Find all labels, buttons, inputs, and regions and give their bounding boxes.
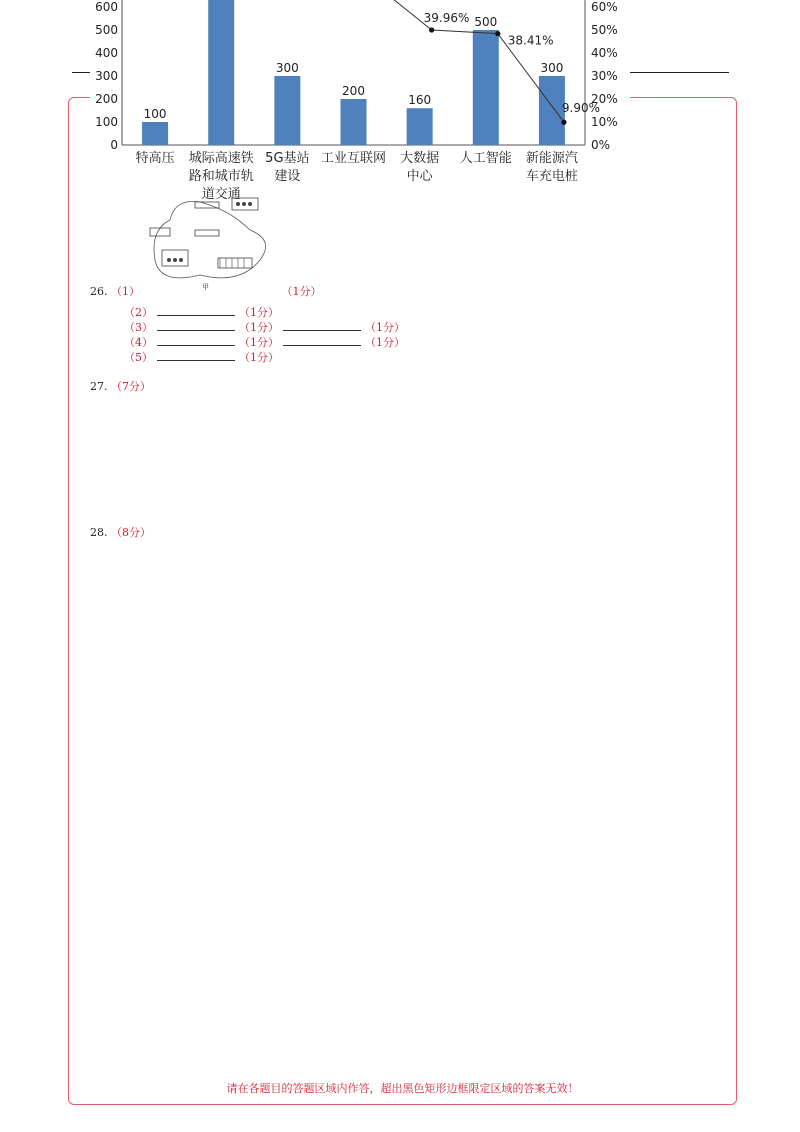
- row-score: （1分）: [239, 336, 279, 349]
- bar-line-chart: [90, 0, 630, 202]
- x-category-label: 城际高速铁: [188, 151, 254, 166]
- answer-blank[interactable]: [283, 335, 361, 346]
- bar: [274, 76, 300, 145]
- row-score: （1分）: [239, 306, 279, 319]
- y-tick-label: 100: [95, 115, 118, 129]
- y2-tick-label: 50%: [591, 23, 618, 37]
- x-category-label: 特高压: [135, 151, 175, 166]
- bar-value-label: 200: [342, 84, 365, 98]
- bar-value-label: 160: [408, 93, 432, 108]
- top-rule-left: [72, 72, 92, 73]
- row-score: （1分）: [239, 351, 279, 364]
- line-point-label: 39.96%: [423, 11, 470, 25]
- line-point-label: 38.41%: [507, 33, 554, 48]
- row-label: （3）: [124, 321, 153, 334]
- question-26-number: 26.: [90, 285, 108, 298]
- x-category-label: 中心: [406, 169, 433, 184]
- question-26: [90, 283, 322, 299]
- answer-blank[interactable]: [157, 350, 235, 361]
- y2-tick-label: 30%: [591, 69, 618, 83]
- x-category-label: 车充电桩: [525, 169, 578, 184]
- question-26-row-4: [124, 334, 405, 350]
- question-26-part1-score: （1分）: [281, 285, 322, 298]
- question-26-row-2: [124, 304, 279, 320]
- line-point: [561, 120, 566, 125]
- footer-instruction: 请在各题目的答题区域内作答，超出黑色矩形边框限定区域的答案无效！: [226, 1082, 579, 1095]
- y2-tick-label: 10%: [591, 115, 618, 129]
- y-tick-label: 400: [95, 46, 118, 60]
- question-28: [90, 524, 151, 540]
- y-tick-label: 0: [110, 138, 118, 152]
- bar: [341, 99, 367, 145]
- line-point-label: 9.90%: [561, 101, 601, 116]
- chart-snippet: [90, 0, 630, 202]
- y2-tick-label: 40%: [591, 46, 618, 60]
- answer-blank[interactable]: [283, 320, 361, 331]
- question-26-row-3: [124, 319, 405, 335]
- y-tick-label: 600: [95, 0, 118, 14]
- circuit-caption: 甲: [202, 283, 209, 291]
- x-category-label: 工业互联网: [320, 151, 387, 166]
- x-category-label: 5G基站: [265, 151, 310, 166]
- row-label: （2）: [124, 306, 153, 319]
- x-category-label: 建设: [274, 169, 301, 184]
- x-category-label: 道交通: [201, 187, 241, 202]
- answer-blank[interactable]: [157, 335, 235, 346]
- line-point: [429, 27, 434, 32]
- question-27-number: 27.: [90, 380, 108, 393]
- circuit-diagram: [140, 190, 280, 290]
- question-26-part1-label: （1）: [111, 285, 140, 298]
- top-rule-right: [625, 72, 729, 73]
- question-28-score: （8分）: [111, 526, 151, 539]
- y-tick-label: 500: [95, 23, 118, 37]
- bar-value-label: 300: [540, 61, 564, 75]
- x-category-label: 新能源汽: [525, 151, 578, 166]
- row-score-b: （1分）: [365, 321, 405, 334]
- y2-tick-label: 60%: [591, 0, 618, 14]
- row-score: （1分）: [239, 321, 279, 334]
- row-label: （5）: [124, 351, 153, 364]
- question-28-number: 28.: [90, 526, 108, 539]
- bar: [407, 108, 433, 145]
- question-27: [90, 378, 151, 394]
- question-27-score: （7分）: [111, 380, 151, 393]
- y-tick-label: 300: [95, 69, 118, 83]
- bar: [473, 30, 499, 145]
- answer-blank[interactable]: [157, 305, 235, 316]
- y2-tick-label: 20%: [591, 92, 618, 106]
- row-score-b: （1分）: [365, 336, 405, 349]
- bar-value-label: 300: [275, 61, 299, 75]
- bar-value-label: 500: [474, 15, 498, 29]
- x-category-label: 人工智能: [459, 151, 512, 166]
- bar-value-label: 100: [143, 107, 167, 121]
- bar: [208, 0, 234, 145]
- answer-blank[interactable]: [157, 320, 235, 331]
- x-category-label: 大数据: [400, 151, 440, 166]
- line-point: [495, 31, 500, 36]
- y2-tick-label: 0%: [591, 138, 611, 152]
- y-tick-label: 200: [95, 92, 118, 106]
- x-category-label: 路和城市轨: [188, 169, 254, 184]
- bar: [142, 122, 168, 145]
- question-26-row-5: [124, 349, 279, 365]
- row-label: （4）: [124, 336, 153, 349]
